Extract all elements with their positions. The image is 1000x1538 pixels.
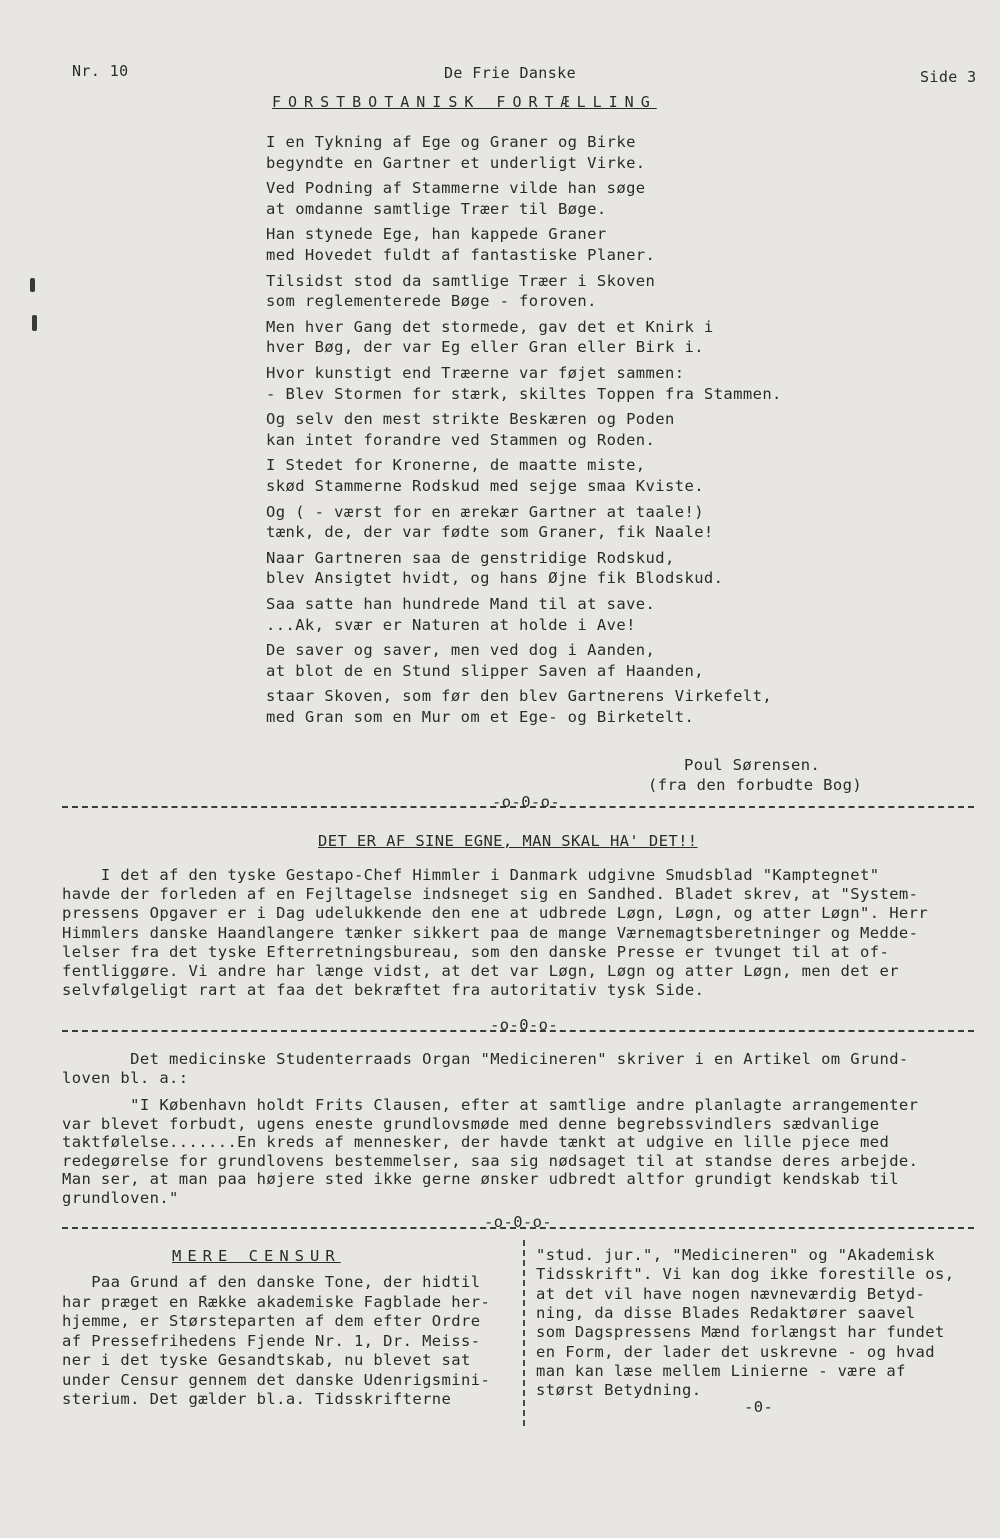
article-line: ner i det tyske Gesandtskab, nu blevet sat bbox=[62, 1351, 471, 1369]
article-line: sterium. Det gælder bl.a. Tidsskrifterne bbox=[62, 1390, 452, 1408]
poem-line: Og ( - værst for en ærekær Gartner at taale!) bbox=[266, 502, 704, 521]
poem-line: Tilsidst stod da samtlige Træer i Skoven bbox=[266, 271, 656, 290]
poem-line: Og selv den mest strikte Beskæren og Poden bbox=[266, 410, 675, 429]
poem-line: at omdanne samtlige Træer til Bøge. bbox=[266, 199, 607, 218]
poem-line: I en Tykning af Ege og Graner og Birke bbox=[266, 133, 636, 151]
poem-line: staar Skoven, som før den blev Gartnerens Virkefelt, bbox=[266, 687, 773, 706]
poem-line: begyndte en Gartner et underligt Virke. bbox=[266, 153, 646, 172]
poem-line: hver Bøg, der var Eg eller Gran eller Birk i. bbox=[266, 338, 704, 357]
poem-author: Poul Sørensen. bbox=[684, 756, 821, 774]
poem-line: Saa satte han hundrede Mand til at save. bbox=[266, 595, 656, 613]
section-rule bbox=[62, 1227, 974, 1229]
poem-line: at blot de en Stund slipper Saven af Haanden, bbox=[266, 661, 704, 680]
end-mark: -0- bbox=[744, 1398, 774, 1416]
divider-mark: -o-0-o- bbox=[492, 793, 561, 811]
poem-line: Naar Gartneren saa de genstridige Rodskud, bbox=[266, 548, 675, 567]
poem-line: Han stynede Ege, han kappede Graner bbox=[266, 225, 607, 244]
poem-line: som reglementerede Bøge - foroven. bbox=[266, 292, 597, 311]
poem-line: kan intet forandre ved Stammen og Roden. bbox=[266, 430, 656, 449]
poem-line: blev Ansigtet hvidt, og hans Øjne fik Blodskud. bbox=[266, 569, 724, 588]
article-line: størst Betydning. bbox=[536, 1381, 702, 1400]
article-line: at det vil have nogen nævneværdig Betyd- bbox=[536, 1284, 926, 1303]
column-divider bbox=[523, 1240, 525, 1426]
poem-source: (fra den forbudte Bog) bbox=[648, 776, 863, 794]
poem-line: skød Stammerne Rodskud med sejge smaa Kviste. bbox=[266, 477, 704, 495]
binding-mark bbox=[30, 278, 35, 292]
article-line: under Censur gennem det danske Udenrigsmini- bbox=[62, 1370, 491, 1389]
poem-line: - Blev Stormen for stærk, skiltes Toppen fra Stammen. bbox=[266, 384, 782, 403]
article-line: hjemme, er Størsteparten af dem efter Ordre bbox=[62, 1312, 481, 1330]
article-line: Tidsskrift". Vi kan dog ikke forestille os, bbox=[536, 1265, 955, 1284]
poem-line: ...Ak, svær er Naturen at holde i Ave! bbox=[266, 615, 636, 634]
article-line: havde der forleden af en Fejltagelse indsneget sig en Sandhed. Bladet skrev, at "System- bbox=[62, 885, 919, 904]
article-line: fentliggøre. Vi andre har længe vidst, at det var Løgn, Løgn og atter Løgn, men det er bbox=[62, 962, 899, 980]
paper-name: De Frie Danske bbox=[444, 64, 577, 82]
poem-line: De saver og saver, men ved dog i Aanden, bbox=[266, 641, 656, 660]
poem-line: Men hver Gang det stormede, gav det et Knirk i bbox=[266, 317, 714, 336]
article-line: ning, da disse Blades Redaktører saavel bbox=[536, 1303, 916, 1322]
article-title: DET ER AF SINE EGNE, MAN SKAL HA' DET!! bbox=[318, 832, 698, 850]
issue-number: Nr. 10 bbox=[72, 62, 129, 80]
poem-line: tænk, de, der var fødte som Graner, fik Naale! bbox=[266, 523, 714, 542]
poem-title: FORSTBOTANISK FORTÆLLING bbox=[272, 93, 657, 111]
poem-line: med Hovedet fuldt af fantastiske Planer. bbox=[266, 246, 656, 264]
article-line: Himmlers danske Haandlangere tænker sikkert paa de mange Værnemagtsberetninger og Medde- bbox=[62, 923, 919, 942]
binding-mark bbox=[32, 315, 37, 331]
quote-line: redegørelse for grundlovens bestemmelser, saa sig nødsaget til at standse deres arbejde. bbox=[62, 1151, 919, 1170]
article-line: har præget en Række akademiske Fagblade her- bbox=[62, 1292, 491, 1311]
quote-line: var blevet forbudt, ugens eneste grundlovsmøde med denne begrebssvindlers sædvanlige bbox=[62, 1114, 880, 1133]
article-line: af Pressefrihedens Fjende Nr. 1, Dr. Meiss- bbox=[62, 1331, 481, 1350]
divider-mark: -o-0-o- bbox=[490, 1016, 559, 1034]
article-title: MERE CENSUR bbox=[172, 1247, 341, 1265]
article-line: lelser fra det tyske Efterretningsbureau, som den danske Presse er tvunget til at of- bbox=[62, 942, 890, 961]
poem-line: I Stedet for Kronerne, de maatte miste, bbox=[266, 456, 646, 475]
page-number: Side 3 bbox=[920, 68, 977, 86]
poem-line: med Gran som en Mur om et Ege- og Birketelt. bbox=[266, 708, 695, 726]
poem-line: Ved Podning af Stammerne vilde han søge bbox=[266, 179, 646, 198]
article-line: som Dagspressens Mænd forlængst har fundet bbox=[536, 1323, 945, 1342]
poem-line: Hvor kunstigt end Træerne var føjet sammen: bbox=[266, 364, 685, 382]
article-line: Paa Grund af den danske Tone, der hidtil bbox=[62, 1273, 481, 1291]
quote-line: Man ser, at man paa højere sted ikke gerne ønsker udbredt altfor grundigt kendskab til bbox=[62, 1170, 899, 1189]
article-line: "stud. jur.", "Medicineren" og "Akademisk bbox=[536, 1246, 936, 1264]
article-line: man kan læse mellem Linierne - være af bbox=[536, 1361, 906, 1380]
quote-line: grundloven." bbox=[62, 1189, 179, 1207]
article-line: loven bl. a.: bbox=[62, 1069, 189, 1087]
divider-mark: -o-0-o- bbox=[484, 1213, 553, 1231]
article-line: I det af den tyske Gestapo-Chef Himmler i Danmark udgivne Smudsblad "Kamptegnet" bbox=[62, 866, 880, 884]
article-line: selvfølgeligt rart at faa det bekræftet fra autoritativ tysk Side. bbox=[62, 981, 705, 1000]
article-line: pressens Opgaver er i Dag udelukkende den ene at udbrede Løgn, Løgn, og atter Løgn". Herr bbox=[62, 904, 929, 923]
quote-line: "I København holdt Frits Clausen, efter at samtlige andre planlagte arrangementer bbox=[62, 1096, 919, 1114]
quote-line: taktfølelse.......En kreds af mennesker, der havde tænkt at udgive en lille pjece med bbox=[62, 1133, 890, 1152]
section-rule bbox=[62, 1030, 974, 1032]
article-line: Det medicinske Studenterraads Organ "Medicineren" skriver i en Artikel om Grund- bbox=[62, 1050, 909, 1068]
article-line: en Form, der lader det uskrevne - og hvad bbox=[536, 1342, 936, 1361]
